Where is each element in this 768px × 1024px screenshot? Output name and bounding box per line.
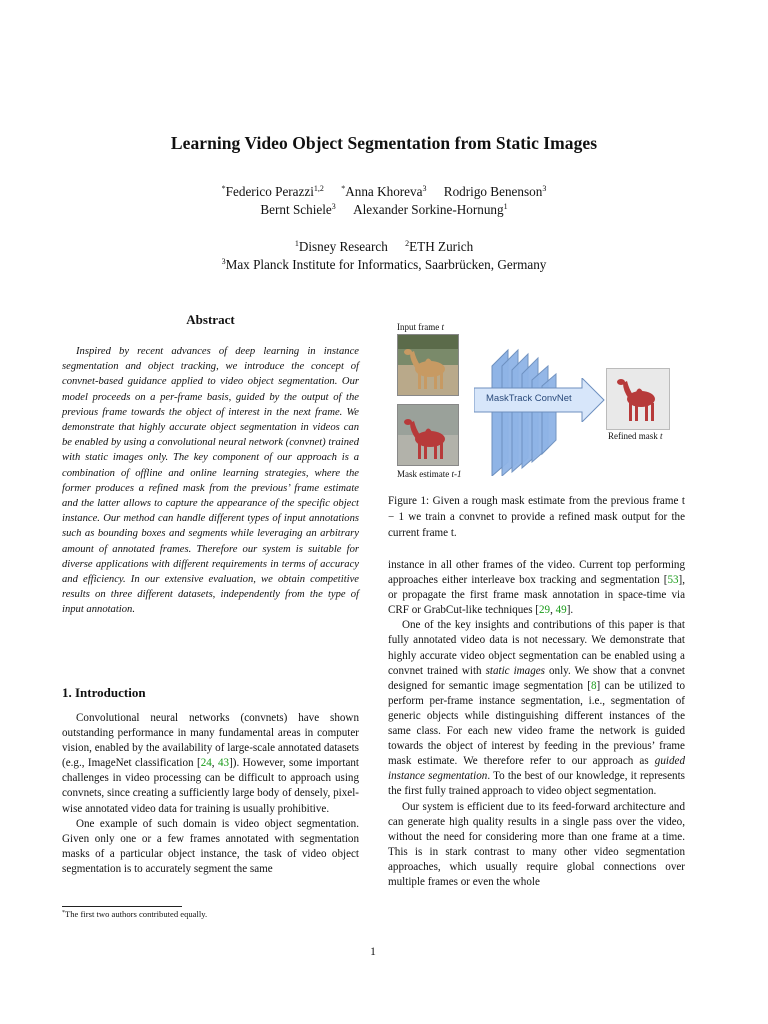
right-paragraph-3: Our system is efficient due to its feed-forward architecture and can generate high quality results in a single pass over the video, without the need for considering more than one frame at a time. This is in stark contrast to many other video segmentation approaches, which usually require global connections over multiple frames or even the whole [388,800,685,888]
mask-estimate-image [397,404,459,466]
authors-line-2 [0,201,768,219]
convnet-label: MaskTrack ConvNet [486,393,572,404]
citation-link[interactable]: 49 [555,604,567,617]
author-khoreva: *Anna Khoreva$^3$ [341,184,427,199]
input-frame-image [397,334,459,396]
intro-paragraph-1: Convolutional neural networks (convnets) have shown outstanding performance in many fundamental areas in computer vision, enabled by the availability of large-scale annotated datasets (e.g., ImageNet classification [24, 43]). However, some important challenges in video processing can be difficult to approach using convnets, since creating a sufficiently large body of densely, pixel-wise annotated video data for training is usually prohibitive. [62,712,359,815]
affiliation-disney: $^1$Disney Research [294,239,388,254]
right-paragraph-2: One of the key insights and contributions of this paper is that fully annotated video data is not necessary. We demonstrate that highly accurate video object segmentation can be enabled using a convnet trained with static images only. We show that a convnet designed for semantic image segmentation [8] can be utilized to perform per-frame instance segmentation, i.e., segmentation of generic objects while distinguishing different instances of the same class. For each new video frame the network is guided towards the object of interest by feeding in the previous’ frame mask estimate. We therefore refer to our approach as guided instance segmentation. To the best of our knowledge, it represents the first fully trained approach to video object segmentation. [388,619,685,798]
right-column-body [388,558,685,890]
footnote-rule [62,906,182,907]
author-schiele: Bernt Schiele$^3$ [260,202,336,217]
mask-estimate-label: Mask estimate t-1 [397,469,462,479]
affiliation-mpi: $^3$Max Planck Institute for Informatics, Saarbrücken, Germany [221,257,547,272]
page-number: 1 [370,946,376,958]
footnote: *The first two authors contributed equally. [62,909,208,919]
citation-link[interactable]: 43 [217,757,230,770]
right-paragraph-1: instance in all other frames of the video. Current top performing approaches either interleave box tracking and segmentation [53], or propagate the first frame mask annotation in space-time via CRF or GrabCut-like techniques [29, 49]. [388,559,685,617]
citation-link[interactable]: 29 [538,604,551,617]
refined-mask-image [606,368,670,430]
section-heading-introduction: 1. Introduction [62,685,146,700]
affiliations-line-1 [0,238,768,256]
citation-link[interactable]: 53 [667,574,679,587]
abstract-text: Inspired by recent advances of deep learning in instance segmentation and object tracking, we introduce the concept of convnet-based guidance applied to video object segmentation. Our model proceeds on a per-frame basis, guided by the output of the previous frame towards the object of interest in the next frame. We demonstrate that highly accurate object segmentation in videos can be enabled by using a convolutional neural network (convnet) trained with static images only. The key component of our approach is a combination of offline and online learning strategies, where the former produces a refined mask from the previous’ frame estimate and the latter allows to capture the appearance of the specific object instance. Our method can handle different types of input annotations such as bounding boxes and segments while leveraging an arbitrary amount of annotated frames. Therefore our system is suitable for diverse applications with different requirements in terms of accuracy and efficiency. In our extensive evaluation, we obtain competitive results on three different datasets, independently from the type of input annotation. [62,346,359,616]
author-perazzi: *Federico Perazzi$^{1,2}$ [221,184,324,199]
author-sorkine-hornung: Alexander Sorkine-Hornung$^1$ [353,202,508,217]
citation-link[interactable]: 8 [591,679,597,692]
paper-title: Learning Video Object Segmentation from Static Images [170,133,598,153]
intro-paragraph-2: One example of such domain is video object segmentation. Given only one or a few frames annotated with segmentation masks of a particular object instance, the task of video object segmentation is to accurately segment the same [62,817,359,875]
input-frame-label: Input frame t [397,322,444,332]
affiliation-eth: $^2$ETH Zurich [405,239,474,254]
citation-link[interactable]: 24 [200,757,212,770]
affiliations-line-2 [0,256,768,274]
figure-1 [388,318,700,488]
figure-1-caption: Figure 1: Given a rough mask estimate from the previous frame t − 1 we train a convnet to provide a refined mask output for the current frame t. [388,495,685,539]
refined-mask-label: Refined mask t [608,431,663,441]
abstract-heading: Abstract [186,312,235,327]
introduction-body [62,711,359,877]
author-benenson: Rodrigo Benenson$^3$ [443,184,547,199]
authors-line-1 [0,183,768,201]
